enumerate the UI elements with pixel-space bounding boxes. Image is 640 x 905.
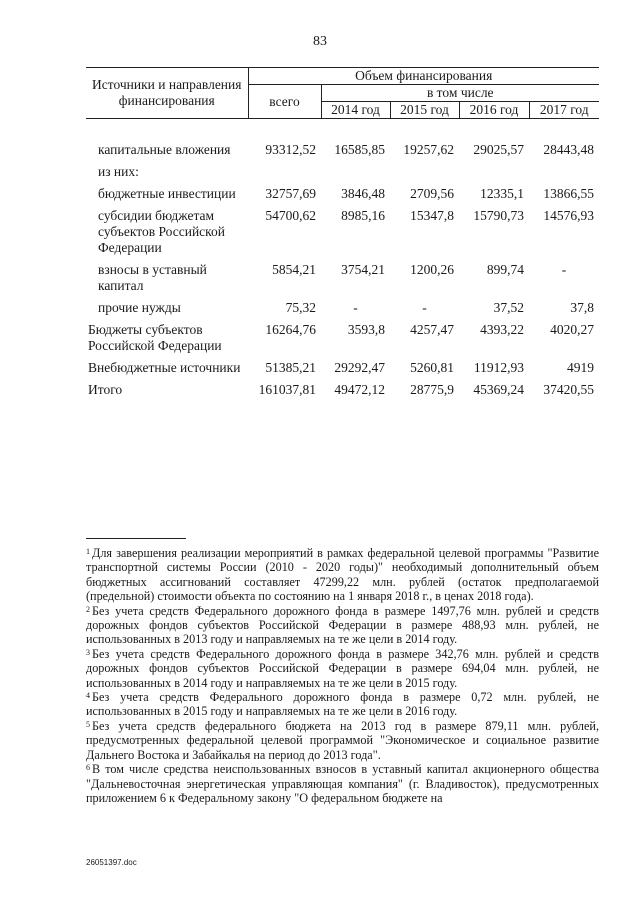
- cell-value: 5854,21: [272, 262, 316, 277]
- cell-value: 13866,55: [543, 186, 595, 201]
- cell-value: [390, 161, 459, 183]
- table-body: [86, 119, 599, 402]
- cell-value: 3593,8: [347, 322, 385, 337]
- table-row: [86, 183, 599, 205]
- row-label: бюджетные инвестиции: [98, 186, 236, 201]
- footnote-text: В том числе средства неиспользованных взносов в уставный капитал акционерного общества "Дальневосточная энергетическая управляющая компания" (г. Владивосток), предусмотренных приложением 6 к Федеральному закону "О федеральном бюджете на: [86, 762, 599, 805]
- cell-value: 29292,47: [334, 360, 385, 375]
- cell-value: 51385,21: [265, 360, 316, 375]
- cell-value: 3846,48: [341, 186, 385, 201]
- row-label: Внебюджетные источники: [88, 360, 241, 375]
- cell-value: -: [561, 262, 567, 277]
- row-label: Итого: [88, 382, 123, 397]
- cell-value: [459, 161, 529, 183]
- footnote-divider: [86, 538, 186, 539]
- cell-value: [248, 161, 321, 183]
- cell-value: 2709,56: [410, 186, 454, 201]
- cell-value: 37420,55: [543, 382, 595, 397]
- cell-value: [321, 161, 390, 183]
- footnote-mark: 3: [86, 647, 90, 657]
- cell-value: 4393,22: [480, 322, 524, 337]
- footnotes: [86, 546, 599, 805]
- cell-value: 161037,81: [258, 382, 316, 397]
- row-label: капитальные вложения: [98, 142, 231, 157]
- row-label: Бюджеты субъектов Российской Федерации: [88, 322, 222, 353]
- cell-value: [529, 161, 599, 183]
- footnote-mark: 6: [86, 763, 90, 773]
- financing-table: [86, 67, 599, 401]
- header-funding-volume: Объем финансирования: [248, 68, 599, 85]
- footnote-text: Без учета средств Федерального дорожного фонда в размере 0,72 млн. рублей, не использованных в 2015 году и направляемых на те же цели в 2016 году.: [86, 690, 599, 719]
- page-number: 83: [313, 34, 327, 49]
- row-label: субсидии бюджетам субъектов Российской Федерации: [98, 208, 226, 255]
- table-row: [86, 297, 599, 319]
- cell-value: 45369,24: [473, 382, 524, 397]
- cell-value: 12335,1: [480, 186, 524, 201]
- footnote-text: Для завершения реализации мероприятий в рамках федеральной целевой программы "Развитие транспортной системы России (2010 - 2020 годы)" необходимый дополнительный объем бюджетных ассигнований составляет 47299,22 млн. рублей (остаток предполагаемой (предельной) стоимости объекта по состоянию на 1 января 2018 г., в ценах 2018 года).: [86, 546, 599, 604]
- header-year: 2015 год: [390, 102, 459, 119]
- cell-value: -: [422, 300, 427, 315]
- cell-value: 28443,48: [543, 142, 595, 157]
- cell-value: 32757,69: [265, 186, 316, 201]
- cell-value: 4257,47: [410, 322, 454, 337]
- document-code: 26051397.doc: [86, 858, 137, 867]
- cell-value: 4919: [567, 360, 595, 375]
- footnote: [86, 690, 599, 719]
- header-total: всего: [248, 85, 321, 119]
- row-label: из них:: [98, 164, 139, 179]
- cell-value: 15347,8: [410, 208, 454, 223]
- footnote-text: Без учета средств Федерального дорожного фонда в размере 1497,76 млн. рублей и средств дорожных фондов субъектов Российской Федерации в размере 488,93 млн. рублей, не использованных в 2013 году и направляемых на те же цели в 2014 году.: [86, 603, 599, 647]
- footnote: [86, 604, 599, 647]
- cell-value: 8985,16: [341, 208, 385, 223]
- footnote: [86, 647, 599, 690]
- header-year: 2014 год: [321, 102, 390, 119]
- header-year: 2017 год: [529, 102, 599, 119]
- cell-value: 93312,52: [265, 142, 316, 157]
- cell-value: 4020,27: [550, 322, 595, 337]
- cell-value: 19257,62: [403, 142, 454, 157]
- footnote-mark: 1: [86, 547, 90, 556]
- footnote-mark: 4: [86, 691, 90, 701]
- footnote: [86, 762, 599, 805]
- row-label: прочие нужды: [98, 300, 181, 315]
- header-including: в том числе: [321, 85, 599, 102]
- footnote-text: Без учета средств федерального бюджета на 2013 год в размере 879,11 млн. рублей, предусмотренных федеральной целевой программой "Экономическое и социальное развитие Дальнего Востока и Забайкалья на период до 2013 года".: [86, 718, 599, 762]
- cell-value: 75,32: [285, 300, 316, 315]
- cell-value: 11912,93: [473, 360, 524, 375]
- cell-value: 3754,21: [341, 262, 385, 277]
- cell-value: 49472,12: [334, 382, 385, 397]
- cell-value: 5260,81: [410, 360, 454, 375]
- cell-value: -: [353, 300, 358, 315]
- cell-value: 16264,76: [265, 322, 316, 337]
- table-row: [86, 319, 599, 357]
- cell-value: 29025,57: [473, 142, 524, 157]
- footnote-mark: 5: [86, 719, 90, 729]
- cell-value: 16585,85: [334, 142, 385, 157]
- table-row: [86, 379, 599, 401]
- cell-value: 37,8: [570, 300, 595, 315]
- table-row: [86, 205, 599, 259]
- header-sources: Источники и направления финансирования: [86, 68, 248, 119]
- cell-value: 15790,73: [473, 208, 524, 223]
- cell-value: 54700,62: [265, 208, 316, 223]
- footnote-text: Без учета средств Федерального дорожного фонда в размере 342,76 млн. рублей и средств дорожных фондов субъектов Российской Федерации в размере 694,04 млн. рублей, не использованных в 2014 году и направляемых на те же цели в 2015 году.: [86, 646, 599, 690]
- footnote: [86, 546, 599, 604]
- row-label: взносы в уставный капитал: [98, 262, 207, 293]
- table-row: [86, 139, 599, 161]
- table-row: [86, 357, 599, 379]
- cell-value: 1200,26: [410, 262, 454, 277]
- header-year: 2016 год: [459, 102, 529, 119]
- footnote-mark: 2: [86, 604, 90, 614]
- cell-value: 28775,9: [410, 382, 454, 397]
- cell-value: 899,74: [486, 262, 524, 277]
- table-row: [86, 259, 599, 297]
- footnote: [86, 719, 599, 762]
- table-row: [86, 161, 599, 183]
- cell-value: 37,52: [493, 300, 524, 315]
- cell-value: 14576,93: [543, 208, 595, 223]
